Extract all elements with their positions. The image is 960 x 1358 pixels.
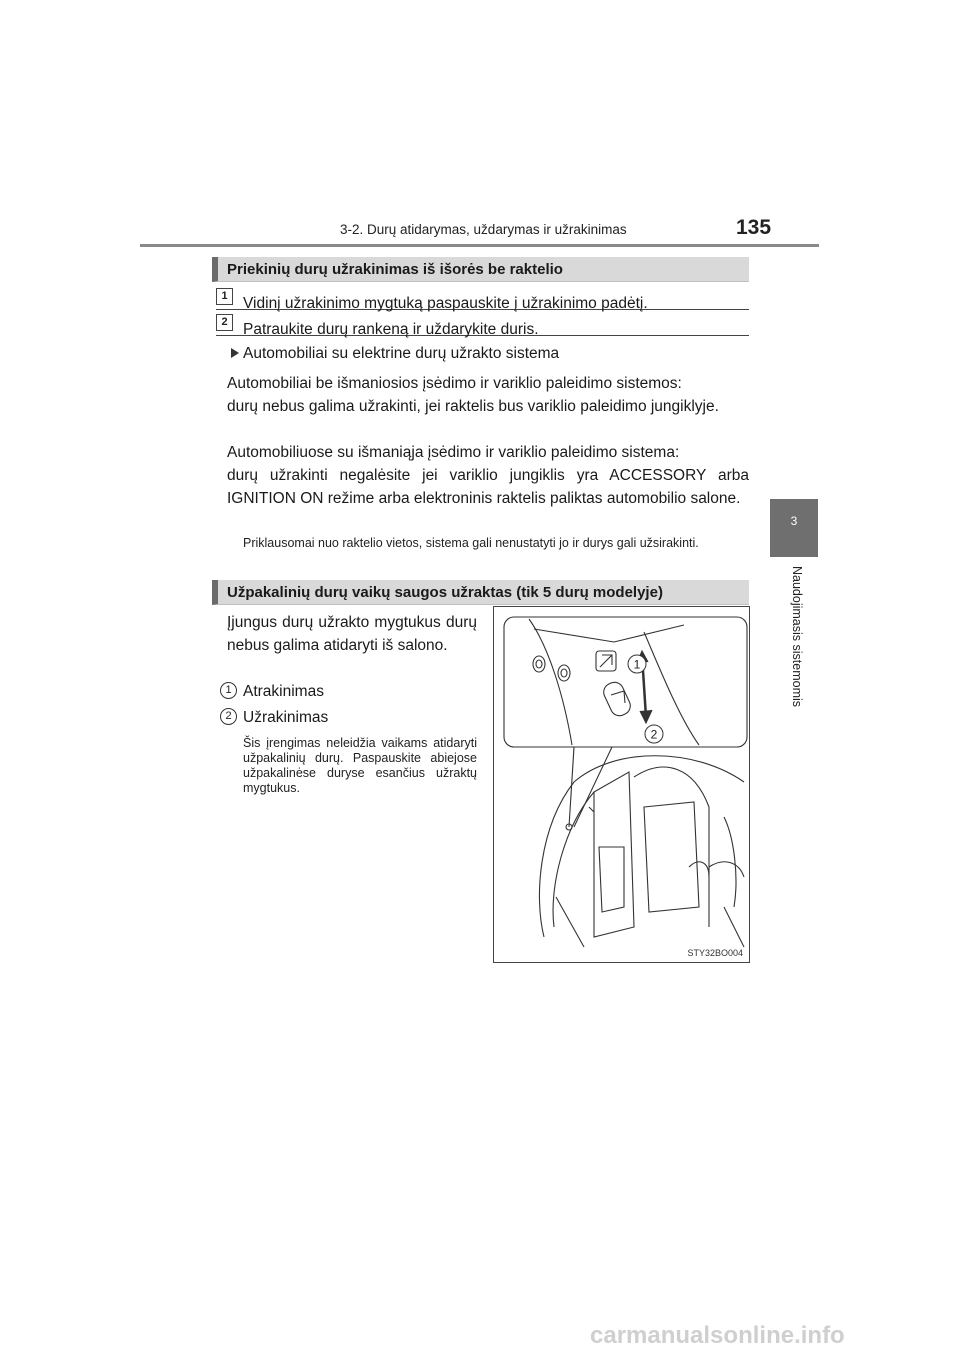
header-rule <box>140 244 819 247</box>
callout-number-2: 2 <box>220 708 237 725</box>
paragraph-intro: Automobiliuose su išmaniąja įsėdimo ir variklio paleidimo sistema: <box>227 444 680 461</box>
figure-code: STY32BO004 <box>687 948 743 958</box>
step-text-1: Vidinį užrakinimo mygtuką paspauskite į užrakinimo padėtį. <box>243 295 648 312</box>
note-text: Priklausomai nuo raktelio vietos, sistema gali nenustatyti jo ir durys gali užsirakinti. <box>243 536 699 550</box>
bullet-heading: Automobiliai su elektrine durų užrakto sistema <box>243 345 560 362</box>
page-number: 135 <box>736 216 772 239</box>
section-heading-front-door-lock: Priekinių durų užrakinimas iš išorės be raktelio <box>212 257 749 282</box>
figure-callout-1: 1 <box>633 657 641 672</box>
section-heading-child-lock: Užpakalinių durų vaikų saugos užraktas (tik 5 durų modelyje) <box>212 580 749 605</box>
step-number-1: 1 <box>216 288 233 305</box>
chapter-tab <box>770 499 818 557</box>
car-door-drawing <box>494 607 749 962</box>
step-number-2: 2 <box>216 314 233 331</box>
item-unlock: Atrakinimas <box>243 683 324 700</box>
figure-callout-2: 2 <box>650 727 658 742</box>
section-intro: Įjungus durų užrakto mygtukus durų nebus galima atidaryti iš salono. <box>227 614 477 654</box>
child-lock-illustration <box>493 606 750 963</box>
paragraph-body: durų nebus galima užrakinti, jei raktelis bus variklio paleidimo jungiklyje. <box>227 398 719 415</box>
chapter-title: 3-2. Durų atidarymas, uždarymas ir užrakinimas <box>340 222 627 237</box>
triangle-bullet-icon <box>231 348 239 358</box>
note-text: Šis įrengimas neleidžia vaikams atidaryti užpakalinių durų. Paspauskite abiejose užpakalinėse duryse esančius užraktų mygtukus. <box>243 736 477 795</box>
item-lock: Užrakinimas <box>243 709 329 726</box>
chapter-side-label: Naudojimasis sistemomis <box>790 566 804 708</box>
callout-number-1: 1 <box>220 682 237 699</box>
chapter-tab-number: 3 <box>790 514 798 528</box>
paragraph-body: durų užrakinti negalėsite jei variklio jungiklis yra ACCESSORY arba IGNITION ON režime arba elektroninis raktelis paliktas automobilio salone. <box>227 467 749 507</box>
watermark: carmanualsonline.info <box>590 1322 845 1349</box>
paragraph-intro: Automobiliai be išmaniosios įsėdimo ir variklio paleidimo sistemos: <box>227 375 682 392</box>
step-text-2: Patraukite durų rankeną ir uždarykite duris. <box>243 321 539 338</box>
